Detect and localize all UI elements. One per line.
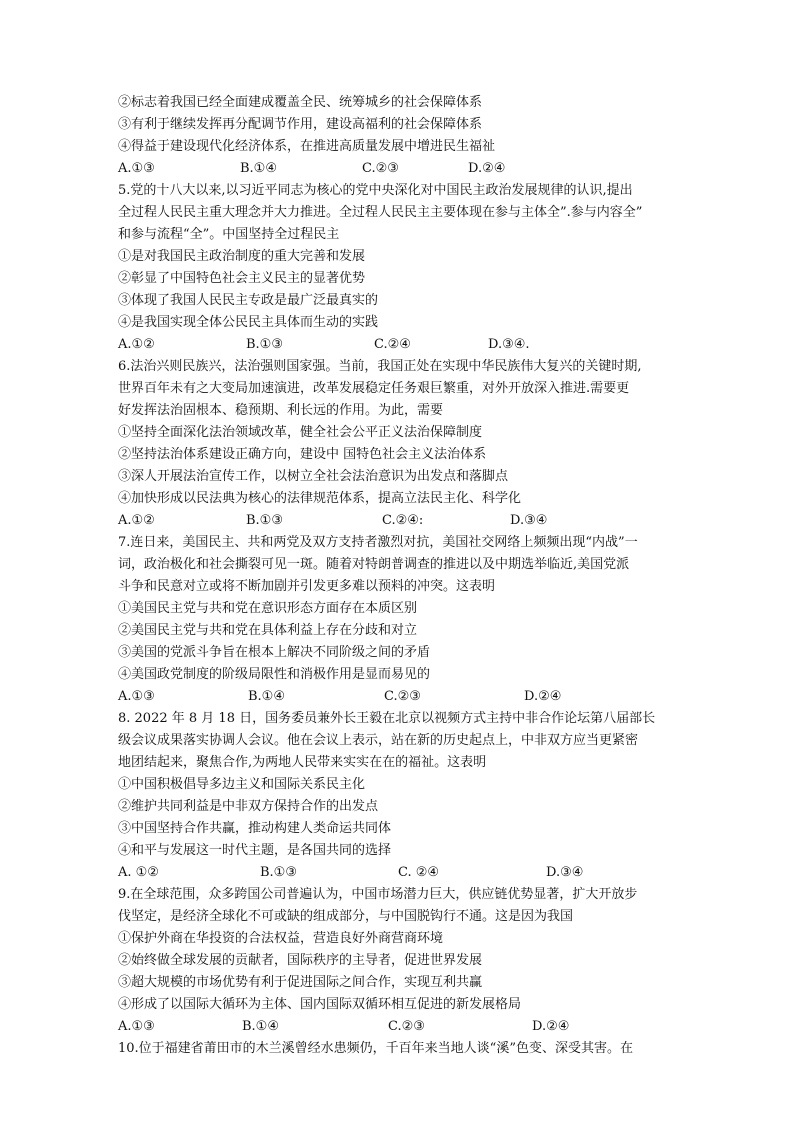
statement-3: ③深人开展法治宣传工作，以树立全社会法治意识为出发点和落脚点 <box>118 469 509 484</box>
statement-4: ④和平与发展这一时代主题，是各国共同的选择 <box>118 843 392 858</box>
exam-page <box>118 92 678 1060</box>
answer-options <box>118 510 678 532</box>
question-6 <box>118 356 678 532</box>
question-stem: 全过程人民民主重大理念并大力推进。全过程人民民主主要体现在参与主体全”.参与内容全” <box>118 205 643 220</box>
answer-options <box>118 158 678 180</box>
option-a: A. ①② <box>118 865 159 880</box>
option-c: C.②③ <box>388 1019 425 1034</box>
answer-options <box>118 686 678 708</box>
question-stem: 9.在全球范围，众多跨国公司普遍认为，中国市场潜力巨大，供应链优势显著，扩大开放步 <box>118 887 638 902</box>
answer-options <box>118 1016 678 1038</box>
statement-4: ④加快形成以民法典为核心的法律规范体系，提高立法民主化、科学化 <box>118 491 522 506</box>
question-stem: 5.党的十八大以来,以习近平同志为核心的党中央深化对中国民主政治发展规律的认识,提出 <box>118 183 633 198</box>
option-d: D.③④. <box>488 337 530 352</box>
question-stem: 6.法治兴则民族兴，法治强则国家强。当前，我国正处在实现中华民族伟大复兴的关键时期, <box>118 359 642 374</box>
question-stem: 7.连日来，美国民主、共和两党及双方支持者激烈对抗，美国社交网络上频频出现“内战”一 <box>118 535 638 550</box>
option-c: C. ②④ <box>398 865 440 880</box>
option-d: D.②④ <box>468 161 506 176</box>
statement-3: ③超大规模的市场优势有利于促进国际之间合作，实现互利共赢 <box>118 975 483 990</box>
option-b: B.①④ <box>248 689 285 704</box>
answer-options <box>118 334 678 356</box>
q4-continuation <box>118 92 678 180</box>
question-stem: 斗争和民意对立或将不断加剧并引发更多难以预料的冲突。这表明 <box>118 579 496 594</box>
text-line: ③有利于继续发挥再分配调节作用，建设高福利的社会保障体系 <box>118 117 483 132</box>
option-a: A.①② <box>118 513 155 528</box>
option-d: D.②④ <box>524 689 562 704</box>
question-stem: 级会议成果落实协调人会议。他在会议上表示，站在新的历史起点上，中非双方应当更紧密 <box>118 733 639 748</box>
statement-1: ①中国积极倡导多边主义和国际关系民主化 <box>118 777 366 792</box>
statement-4: ④美国政党制度的阶级局限性和消极作用是显而易见的 <box>118 667 431 682</box>
question-stem: 好发挥法治固根本、稳预期、利长远的作用。为此，需要 <box>118 403 444 418</box>
statement-2: ②美国民主党与共和党在具体利益上存在分歧和对立 <box>118 623 418 638</box>
question-10 <box>118 1038 678 1060</box>
option-b: B.①③ <box>260 865 297 880</box>
text-line: ②标志着我国已经全面建成覆盖全民、统筹城乡的社会保障体系 <box>118 95 483 110</box>
question-stem: 世界百年未有之大变局加速演进，改革发展稳定任务艰巨繁重，对外开放深入推进.需要更 <box>118 381 630 396</box>
option-a: A.①③ <box>118 1019 155 1034</box>
question-9 <box>118 884 678 1038</box>
option-c: C.②③ <box>384 689 421 704</box>
question-7 <box>118 532 678 708</box>
option-c: C.②④: <box>382 513 424 528</box>
option-d: D.③④ <box>510 513 548 528</box>
statement-3: ③体现了我国人民民主专政是最广泛最真实的 <box>118 293 379 308</box>
statement-2: ②坚持法治体系建设正确方向，建设中 国特色社会主义法治体系 <box>118 447 487 462</box>
question-5 <box>118 180 678 356</box>
statement-2: ②彰显了中国特色社会主义民主的显著优势 <box>118 271 366 286</box>
option-d: D.③④ <box>546 865 584 880</box>
question-stem: 和参与流程“全”。中国坚持全过程民主 <box>118 227 340 242</box>
option-a: A.①③ <box>118 689 155 704</box>
option-b: B.①③ <box>246 337 283 352</box>
statement-2: ②维护共同利益是中非双方保持合作的出发点 <box>118 799 379 814</box>
question-stem: 伐坚定，是经济全球化不可或缺的组成部分，与中国脱钩行不通。这是因为我国 <box>118 909 574 924</box>
statement-1: ①是对我国民主政治制度的重大完善和发展 <box>118 249 366 264</box>
text-line: ④得益于建设现代化经济体系，在推进高质量发展中增进民生福祉 <box>118 139 496 154</box>
option-d: D.②④ <box>532 1019 570 1034</box>
option-b: B.①④ <box>242 1019 279 1034</box>
statement-4: ④是我国实现全体公民民主具体而生动的实践 <box>118 315 379 330</box>
statement-1: ①保护外商在华投资的合法权益，营造良好外商营商环境 <box>118 931 444 946</box>
answer-options <box>118 862 678 884</box>
question-stem: 词，政治极化和社会撕裂可见一斑。随着对特朗普调查的推进以及中期选举临近,美国党派 <box>118 557 630 572</box>
option-b: B.①④ <box>240 161 277 176</box>
question-stem: 8. 2022 年 8 月 18 日，国务委员兼外长王毅在北京以视频方式主持中非合作论坛第八届部长 <box>118 711 656 726</box>
option-a: A.①③ <box>118 161 155 176</box>
statement-1: ①美国民主党与共和党在意识形态方面存在本质区别 <box>118 601 418 616</box>
statement-3: ③美国的党派斗争旨在根本上解决不同阶级之间的矛盾 <box>118 645 431 660</box>
option-a: A.①② <box>118 337 155 352</box>
question-stem: 10.位于福建省莆田市的木兰溪曾经水患频仍，千百年来当地人谈“溪”色变、深受其害。在 <box>118 1041 633 1056</box>
statement-2: ②始终做全球发展的贡献者，国际秩序的主导者，促进世界发展 <box>118 953 483 968</box>
statement-3: ③中国坚持合作共赢，推动构建人类命运共同体 <box>118 821 392 836</box>
option-b: B.①③ <box>246 513 283 528</box>
option-c: C.②③ <box>362 161 399 176</box>
option-c: C.②④ <box>374 337 411 352</box>
statement-1: ①坚持全面深化法治领域改革，健全社会公平正义法治保障制度 <box>118 425 483 440</box>
question-8 <box>118 708 678 884</box>
statement-4: ④形成了以国际大循环为主体、国内国际双循环相互促进的新发展格局 <box>118 997 522 1012</box>
question-stem: 地团结起来，聚焦合作,为两地人民带来实实在在的福祉。这表明 <box>118 755 487 770</box>
